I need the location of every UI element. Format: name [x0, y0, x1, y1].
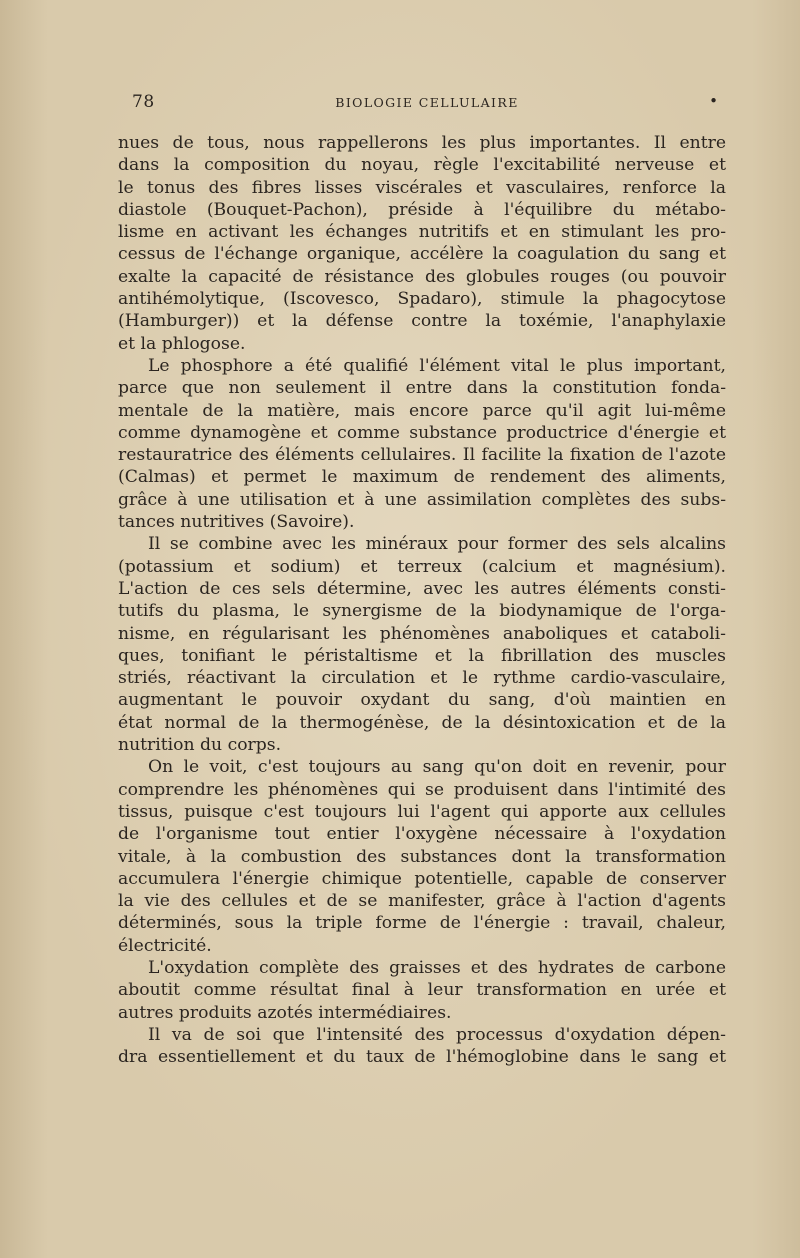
running-head [132, 92, 722, 114]
text-line: tances nutritives (Savoire). [118, 512, 355, 533]
text-line: déterminés, sous la triple forme de l'énergie : travail, chaleur, [118, 913, 726, 934]
text-line: tutifs du plasma, le synergisme de la biodynamique de l'orga- [118, 601, 726, 622]
paragraph-start: Il va de soi que l'intensité des processus d'oxydation dépen- [148, 1024, 726, 1045]
text-line: augmentant le pouvoir oxydant du sang, d'où maintien en [118, 690, 726, 711]
paragraph-start: L'oxydation complète des graisses et des hydrates de carbone [148, 957, 726, 978]
header-bullet: • [709, 92, 718, 110]
text-line: diastole (Bouquet-Pachon), préside à l'équilibre du métabo- [118, 199, 726, 220]
text-line: aboutit comme résultat final à leur transformation en urée et [118, 980, 726, 1001]
paragraph-start: On le voit, c'est toujours au sang qu'on doit en revenir, pour [148, 757, 726, 778]
paragraph-start: Il se combine avec les minéraux pour former des sels alcalins [148, 534, 726, 555]
body-text [118, 132, 726, 1068]
text-line: (Hamburger)) et la défense contre la toxémie, l'anaphylaxie [118, 311, 726, 332]
text-line: grâce à une utilisation et à une assimilation complètes des subs- [118, 489, 726, 510]
text-line: exalte la capacité de résistance des globules rouges (ou pouvoir [118, 266, 726, 287]
text-line: comme dynamogène et comme substance productrice d'énergie et [118, 422, 726, 443]
text-line: autres produits azotés intermédiaires. [118, 1002, 452, 1023]
text-line: le tonus des fibres lisses viscérales et vasculaires, renforce la [118, 177, 726, 198]
text-line: restauratrice des éléments cellulaires. Il facilite la fixation de l'azote [118, 445, 726, 466]
running-title: BIOLOGIE CELLULAIRE [335, 95, 519, 110]
text-line: vitale, à la combustion des substances dont la transformation [118, 846, 726, 867]
text-line: mentale de la matière, mais encore parce qu'il agit lui-même [118, 400, 726, 421]
text-line: état normal de la thermogénèse, de la désintoxication et de la [118, 712, 726, 733]
text-line: nues de tous, nous rappellerons les plus importantes. Il entre [118, 133, 726, 153]
text-line: de l'organisme tout entier l'oxygène nécessaire à l'oxydation [118, 824, 726, 845]
text-line: ques, tonifiant le péristaltisme et la fibrillation des muscles [118, 645, 726, 666]
text-line: tissus, puisque c'est toujours lui l'agent qui apporte aux cellules [118, 801, 726, 822]
text-line: cessus de l'échange organique, accélère la coagulation du sang et [118, 244, 726, 265]
text-line: et la phlogose. [118, 333, 246, 354]
text-line: (Calmas) et permet le maximum de rendement des aliments, [118, 467, 726, 488]
text-line: nutrition du corps. [118, 735, 282, 756]
text-line: nisme, en régularisant les phénomènes anaboliques et cataboli- [118, 623, 726, 644]
text-line: la vie des cellules et de se manifester, grâce à l'action d'agents [118, 891, 726, 912]
text-line: L'action de ces sels détermine, avec les autres éléments consti- [118, 578, 726, 599]
text-line: dans la composition du noyau, règle l'excitabilité nerveuse et [118, 155, 726, 176]
paragraph-start: Le phosphore a été qualifié l'élément vital le plus important, [148, 355, 726, 376]
text-line: lisme en activant les échanges nutritifs et en stimulant les pro- [118, 222, 726, 243]
text-line: striés, réactivant la circulation et le rythme cardio-vasculaire, [118, 668, 726, 689]
text-line: (potassium et sodium) et terreux (calcium et magnésium). [118, 556, 726, 577]
text-line: comprendre les phénomènes qui se produisent dans l'intimité des [118, 779, 726, 800]
text-line: électricité. [118, 935, 212, 956]
text-line: accumulera l'énergie chimique potentielle, capable de conserver [118, 868, 726, 889]
text-line: dra essentiellement et du taux de l'hémoglobine dans le sang et [118, 1047, 726, 1068]
text-line: antihémolytique, (Iscovesco, Spadaro), stimule la phagocytose [118, 289, 726, 310]
text-line: parce que non seulement il entre dans la constitution fonda- [118, 378, 726, 399]
page-number: 78 [132, 92, 155, 112]
